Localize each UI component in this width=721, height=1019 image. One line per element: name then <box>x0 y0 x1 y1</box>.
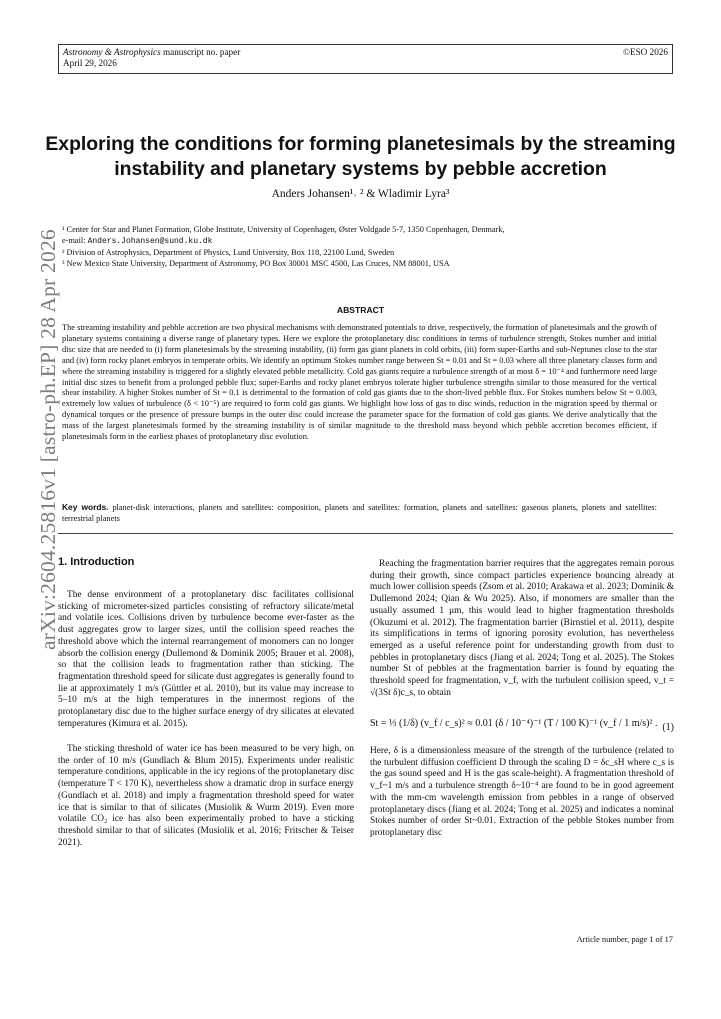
email-line <box>62 235 662 247</box>
copyright-notice: ©ESO 2026 <box>622 47 668 57</box>
manuscript-date: April 29, 2026 <box>63 58 117 68</box>
affiliations <box>62 224 662 269</box>
equation-expression: St = ⅓ (1/δ) (v_f / c_s)² ≈ 0.01 (δ / 10⁻⁴)⁻¹ (T / 100 K)⁻¹ (v_f / 1 m/s)² . <box>370 718 658 729</box>
paragraph-text: Here, δ is a dimensionless measure of the strength of the turbulence (related to the turbulent diffusion coefficient D through the scaling D = δc_sH where c_s is the gas sound speed and H is the gas scale-height). A fragmentation threshold of v_f~1 m/s and a turbulence strength δ~10⁻⁴ are found to be in good agreement with the mm-cm wavelength emission from pebbles in a range of observed protoplanetary discs (Jiang et al. 2024; Tong et al. 2025) and indicates a nominal Stokes number of order St~0.01. Extraction of the pebble Stokes number from protoplanetary disc <box>370 746 674 838</box>
abstract-heading: ABSTRACT <box>336 305 385 315</box>
paragraph-text: The dense environment of a protoplanetary disc facilitates collisional sticking of micrometer-sized particles consisting of refractory silicate/metal and volatile ices. Collisions driven by turbulence become ever-faster as the dust aggregates grow to larger sizes, until the collision speed reaches the threshold above which the internal rearrangement of monomers can no longer absorb the collision energy (Dullemond & Dominik 2005; Brauer et al. 2008), so that the collision leads to fragmentation rather than sticking. The fragmentation threshold speed for silicate dust aggregates is generally found to lie at approximately 1 m/s (Güttler et al. 2010), but its value may increase to 5–10 m/s at the high temperatures in the innermost regions of the protoplanetary disc due to the higher surface energy of dry silicates at elevated temperatures (Kimura et al. 2015). <box>58 590 354 729</box>
journal-name: Astronomy & Astrophysics <box>63 47 161 57</box>
affiliation-3: ³ New Mexico State University, Department of Astronomy, PO Box 30001 MSC 4500, Las Cruces, NM 88001, USA <box>62 259 450 268</box>
manuscript-header <box>58 44 673 74</box>
equation-number: (1) <box>662 722 674 733</box>
email-address[interactable]: Anders.Johansen@sund.ku.dk <box>87 237 213 246</box>
keywords-label: Key words. <box>62 502 109 512</box>
arxiv-identifier[interactable]: arXiv:2604.25816v1 [astro-ph.EP] 28 Apr 2026 <box>36 229 60 650</box>
email-label: e-mail: <box>62 236 88 245</box>
affiliation-1: ¹ Center for Star and Planet Formation, Globe Institute, University of Copenhagen, Øster Voldgade 5-7, 1350 Copenhagen, Denmark, <box>62 225 505 234</box>
affiliation-2: ² Division of Astrophysics, Department of Physics, Lund University, Box 118, 22100 Lund, Sweden <box>62 248 395 257</box>
paragraph-text: The sticking threshold of water ice has been measured to be very high, on the order of 10 m/s (Gundlach & Blum 2015). Experiments under realistic temperature conditions, applicable in the icy regions of the protoplanetary disc (temperature T < 170 K), nevertheless show a dramatic drop in surface energy (Gundlach et al. 2018) and imply a fragmentation threshold speed for water ice that is similar to that of silicates (Musiolik & Wurm 2019). Even more volatile CO₂ ice has also been experimentally probed to have a sticking threshold similar to that of silicates (Musiolik et al. 2016; Fritscher & Teiser 2021). <box>58 744 354 848</box>
author-list: Anders Johansen¹˒ ² & Wladimir Lyra³ <box>271 188 450 200</box>
keywords-list: planet-disk interactions, planets and satellites: composition, planets and satellites: formation, planets and satellites: gaseous planets, planets and satellites: terrestrial planets <box>62 503 657 523</box>
intro-paragraph-1 <box>58 590 354 730</box>
page-footer: Article number, page 1 of 17 <box>576 935 673 944</box>
intro-paragraph-3 <box>370 559 674 699</box>
section-heading: 1. Introduction <box>58 556 135 568</box>
manuscript-label: manuscript no. paper <box>160 47 241 57</box>
equation-1 <box>370 715 674 739</box>
intro-paragraph-4 <box>370 746 674 840</box>
paper-title: Exploring the conditions for forming planetesimals by the streaming instability and planetary systems by pebble accretion <box>45 133 676 180</box>
keywords <box>62 502 657 525</box>
abstract-divider <box>58 533 673 534</box>
paragraph-text: Reaching the fragmentation barrier requires that the aggregates remain porous during their growth, since compact particles experience bouncing already at much lower collision speeds (Zsom et al. 2010; Arakawa et al. 2023; Dominik & Dullemond 2024; Qian & Wu 2025). Also, if monomers are smaller than the usually assumed 1 μm, this would lead to higher fragmentation thresholds (Okuzumi et al. 2012). The fragmentation barrier (Birnstiel et al. 2011), despite its simplifications in terms of ignoring porosity evolution, has nevertheless emerged as a useful reference point for understanding growth from dust to pebbles in protoplanetary discs (Jiang et al. 2024; Tong et al. 2025). The Stokes number St of pebbles at the fragmentation barrier is found by equating the threshold speed for fragmentation, v_f, with the turbulent collision speed, v_t = √(3St δ)c_s, to obtain <box>370 559 674 698</box>
abstract-text: The streaming instability and pebble accretion are two physical mechanisms with demonstrated potentials to drive, respectively, the formation of planetesimals and the growth of planetary systems containing a diverse range of planetary types. Here we explore the protoplanetary disc conditions in terms of turbulence strength, Stokes number and initial disc size that are needed to (i) form planetesimals by the streaming instability, (ii) form gas giant planets in cold orbits, (iii) form super-Earths and sub-Neptunes close to the star and (iv) form rocky planet embryos in temperate orbits. We identify an optimum Stokes number range between St = 0.01 and St = 0.03 where all three planetary classes form and where the streaming instability is triggered for a slightly elevated pebble metallicity. Cold gas giants require a turbulence strength of at most δ = 10⁻⁴ and furthermore need large initial disc sizes to benefit from a prolonged pebble flux; super-Earths and rocky planet embryos tolerate higher turbulence strengths similar to those measured for the vertical shear instability. A higher Stokes number of St = 0.1 is detrimental to the formation of cold gas giants due to the short-lived pebble flux. For Stokes numbers below St = 0.003, extremely low values of turbulence (δ < 10⁻⁵) are required to form cold gas giants. We highlight how loss of gas to disc winds, reduction in the migration speed by thermal or dynamical torques or the presence of pressure bumps in the outer disc could increase the parameter space for the formation of cold gas giants. We derive analytically that the mass of the largest planetesimals formed by the streaming instability is of similar magnitude to the threshold mass beyond which pebble accretion becomes efficient, if planetesimals form in the earliest phases of protoplanetary disc evolution. <box>62 323 657 442</box>
intro-paragraph-2 <box>58 744 354 849</box>
